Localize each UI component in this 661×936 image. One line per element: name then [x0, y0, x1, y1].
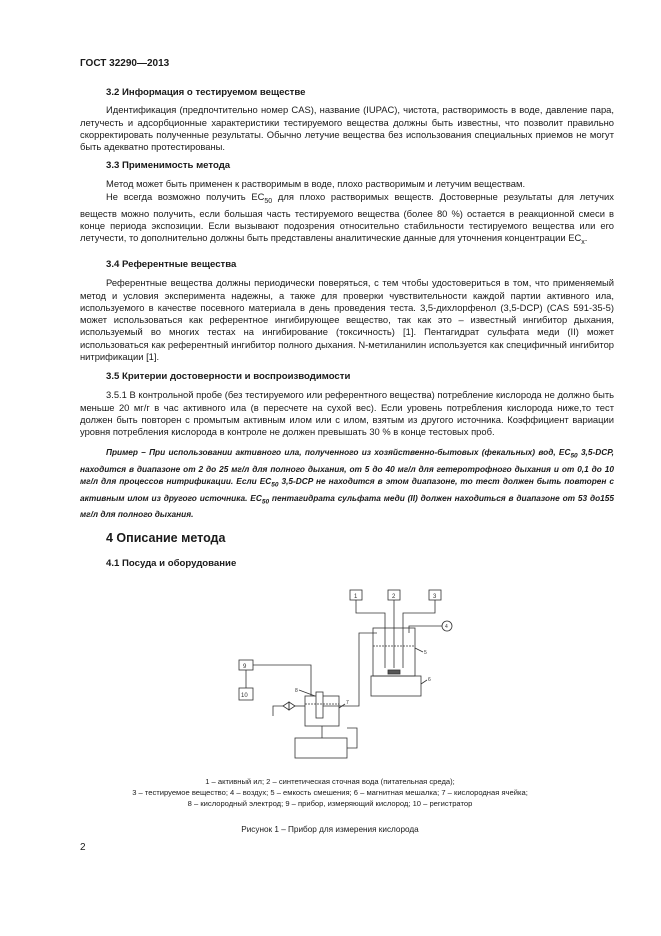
section-heading: 3.3 Применимость метода [106, 160, 231, 171]
label-1: 1 [354, 594, 358, 600]
document-header: ГОСТ 32290—2013 [80, 58, 170, 69]
subscript: 50 [570, 453, 578, 461]
feed-line-3 [403, 600, 435, 628]
drain-line [273, 706, 283, 716]
section-heading: 3.2 Информация о тестируемом веществе [106, 87, 306, 98]
transfer-line [321, 633, 377, 706]
valve-left [283, 702, 289, 710]
section-heading: 3.5 Критерии достоверности и воспроизводимости [106, 371, 351, 382]
subscript: 50 [271, 481, 279, 489]
stir-bar [388, 670, 400, 674]
paragraph: Референтные вещества должны периодически поверяться, с тем чтобы удостовериться в том, что применяемый метод и условия эксперимента надежны, а также для проверки чувствительности каждой партии активного ила, используемого в качестве посевного материала в день проведения теста. 3,5-дихлорфенол (3,5-DCP) (CAS 591-35-5) может использоваться как референтное ингибирующее вещество, так как это – известный ингибитор дыхания, используемый во многих тестах на ингибирование (токсичность) [1]. Пентагидрат сульфата меди (II) может использоваться как референтный ингибитор полного дыхания. N-метиланилин используется как специфичный ингибитор нитрификации [1]. [80, 277, 614, 363]
label-8: 8 [295, 688, 298, 694]
subscript: x [581, 239, 585, 247]
oxygen-electrode [316, 692, 323, 718]
text-run: 3,5-DCP не находится в этом диапазоне, то тест должен быть повторен с активным илом из другого источника. EC [80, 476, 615, 503]
example-note [80, 446, 614, 520]
paragraph [80, 191, 614, 250]
apparatus-diagram [225, 588, 465, 768]
label-2: 2 [392, 594, 396, 600]
section-3-4 [80, 259, 614, 363]
text-run: Не всегда возможно получить EC [106, 190, 265, 202]
label-3: 3 [433, 594, 437, 600]
label-5: 5 [424, 650, 427, 656]
air-line [409, 626, 442, 633]
subscript: 50 [261, 498, 270, 506]
section-3-3 [80, 160, 614, 250]
text-run: Пример – При использовании активного ила, полученного из хозяйственно-бытовых (фекальных) вод, EC [106, 447, 571, 458]
leader-5 [415, 648, 423, 652]
paragraph: 3.5.1 В контрольной пробе (без тестируемого или референтного вещества) потребление кислорода не должно быть меньше 20 мг/г в час активного ила (в пересчете на сухой вес). Если уровень потребления кислорода ниже,то тест должен быть повторен с промытым активным илом или с илом, взятым из другого источника. Коэффициент вариации уровня потребления кислорода в контроле не должен превышать 30 % в конце тестовых проб. [80, 389, 614, 438]
figure-caption: Рисунок 1 – Прибор для измерения кислорода [241, 825, 419, 834]
lower-stirrer [295, 738, 347, 758]
feed-line-1 [356, 600, 385, 628]
legend-line: 1 – активный ил; 2 – синтетическая сточная вода (питательная среда); [205, 777, 455, 786]
magnetic-stirrer [371, 676, 421, 696]
chapter-heading: 4 Описание метода [106, 531, 226, 545]
text-run: 3,5-DCP, находится в диапазоне от 2 до 25 мг/л для полного дыхания, от 5 до 40 мг/л для гетеротрофного дыхания и от 0,1 до 10 мг/л для процессов нитрификации. Если EC [80, 447, 614, 487]
label-9: 9 [243, 664, 247, 670]
legend-line: 3 – тестируемое вещество; 4 – воздух; 5 – емкость смешения; 6 – магнитная мешалка; 7 – кислородная ячейка; [132, 788, 528, 797]
section-heading: 3.4 Референтные вещества [106, 259, 237, 270]
text-run: . [584, 232, 588, 244]
paragraph: Идентификация (предпочтительно номер CAS), название (IUPAC), чистота, растворимость в воде, давление пара, летучесть и адсорбционные характеристики тестируемого вещества должны быть известны, что позволит правильно скорректировать полученные результаты. Обычно летучие вещества без использования специальных приемов не могут быть адекватно протестированы. [80, 104, 614, 153]
label-6: 6 [428, 677, 431, 683]
label-4: 4 [445, 624, 448, 630]
legend-line: 8 – кислородный электрод; 9 – прибор, измеряющий кислород; 10 – регистратор [187, 799, 473, 808]
section-3-2 [80, 87, 614, 153]
section-3-5 [80, 371, 614, 520]
text-run: для плохо растворимых веществ. Достоверные результаты для летучих веществ можно получить, если большая часть тестируемого вещества (более 80 %) остается в реакционной смеси в конце периода экспозиции. Если вызывают подозрения относительно стабильности тестируемого вещества или его летучести, то дополнительно должны быть представлены аналитические данные для уточнения концентрации EC [80, 190, 614, 244]
leader-6 [421, 680, 427, 684]
figure-apparatus [225, 588, 465, 773]
section-heading: 4.1 Посуда и оборудование [106, 558, 237, 569]
valve-right [289, 702, 295, 710]
paragraph: Метод может быть применен к растворимым в воде, плохо растворимым и летучим веществам. [106, 178, 526, 190]
page-number: 2 [80, 842, 86, 853]
leader-8 [299, 690, 315, 696]
label-7: 7 [346, 700, 349, 706]
label-10: 10 [241, 693, 248, 699]
figure-legend [80, 776, 580, 809]
subscript: 50 [264, 197, 273, 205]
text-run: пентагидрата сульфата меди (II) должен находиться в диапазоне от 53 до155 мг/л для полного дыхания. [80, 492, 614, 520]
return-line [347, 728, 357, 748]
